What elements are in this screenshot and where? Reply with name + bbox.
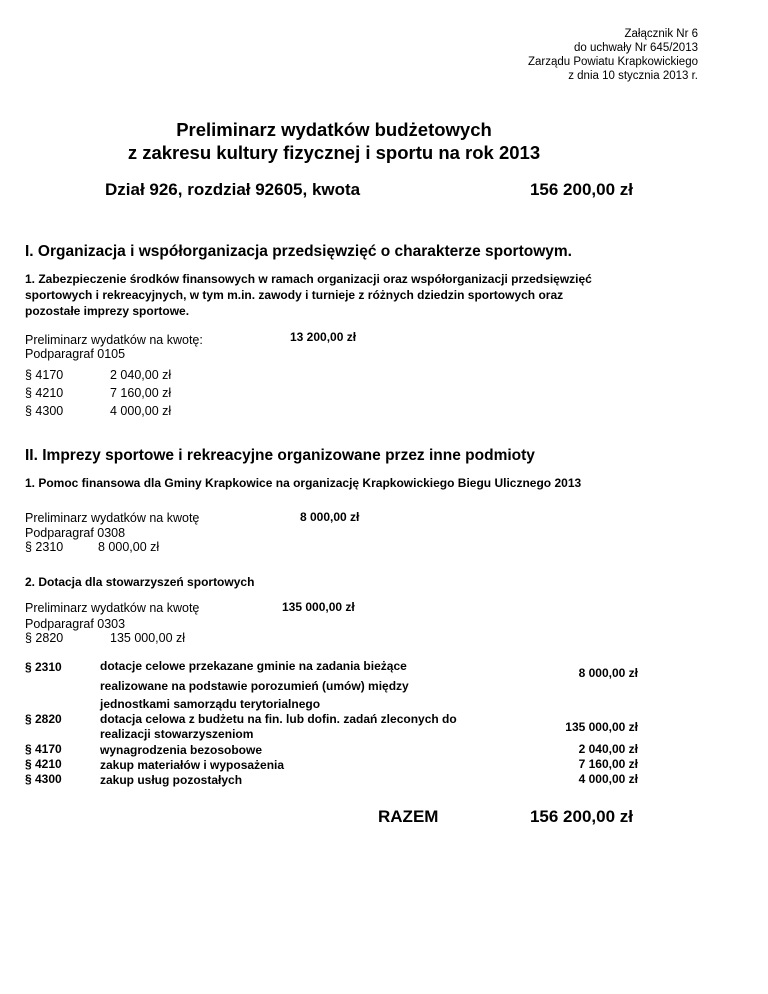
recap-description: dotacja celowa z budżetu na fin. lub dofin. zadań zleconych do [100, 712, 457, 726]
recap-description: jednostkami samorządu terytorialnego [100, 697, 321, 711]
section-1-row-code: § 4170 [25, 368, 64, 382]
recap-description: realizacji stowarzyszeniom [100, 727, 254, 741]
section-1-heading: I. Organizacja i współorganizacja przedsięwzięć o charakterze sportowym. [25, 243, 572, 260]
recap-code: § 4300 [25, 772, 62, 786]
section-2-item-2-code-amount: 135 000,00 zł [110, 631, 186, 645]
section-1-item-text-line3: pozostałe imprezy sportowe. [25, 304, 190, 318]
total-label: RAZEM [378, 807, 439, 826]
section-2-item-2-prelim-label: Preliminarz wydatków na kwotę [25, 601, 200, 615]
section-1-item-text-line2: sportowych i rekreacyjnych, w tym m.in. zawody i turnieje z różnych dziedzin sportowych oraz [25, 288, 564, 302]
section-1-subparagraph: Podparagraf 0105 [25, 347, 126, 361]
resolution-number: do uchwały Nr 645/2013 [573, 42, 698, 54]
section-2-item-1-subparagraph: Podparagraf 0308 [25, 526, 126, 540]
recap-description: zakup materiałów i wyposażenia [100, 758, 285, 772]
section-2-item-2-subparagraph: Podparagraf 0303 [25, 617, 126, 631]
issuing-board: Zarządu Powiatu Krapkowickiego [527, 56, 698, 68]
section-1-row-amount: 2 040,00 zł [110, 368, 172, 382]
recap-amount: 2 040,00 zł [578, 742, 638, 756]
section-2-item-1-code-amount: 8 000,00 zł [98, 540, 160, 554]
section-2-heading: II. Imprezy sportowe i rekreacyjne organizowane przez inne podmioty [25, 447, 535, 464]
recap-amount: 8 000,00 zł [578, 666, 638, 680]
section-2-item-2-code: § 2820 [25, 631, 64, 645]
recap-amount: 135 000,00 zł [565, 720, 638, 734]
recap-code: § 2820 [25, 712, 62, 726]
section-2-item-1-code: § 2310 [25, 540, 64, 554]
section-1-prelim-amount: 13 200,00 zł [290, 330, 357, 344]
resolution-date: z dnia 10 stycznia 2013 r. [568, 70, 698, 82]
recap-code: § 2310 [25, 660, 62, 674]
recap-amount: 4 000,00 zł [578, 772, 638, 786]
section-2-item-2-title: 2. Dotacja dla stowarzyszeń sportowych [25, 575, 255, 589]
section-1-prelim-label: Preliminarz wydatków na kwotę: [25, 333, 203, 347]
recap-code: § 4210 [25, 757, 62, 771]
section-1-row-amount: 4 000,00 zł [110, 404, 172, 418]
section-2-item-2-prelim-amount: 135 000,00 zł [282, 600, 355, 614]
attachment-number: Załącznik Nr 6 [624, 28, 698, 40]
budget-section-amount: 156 200,00 zł [529, 180, 633, 199]
recap-amount: 7 160,00 zł [578, 757, 638, 771]
recap-description: wynagrodzenia bezosobowe [100, 743, 263, 757]
budget-section-label: Dział 926, rozdział 92605, kwota [105, 180, 361, 199]
recap-description: zakup usług pozostałych [100, 773, 243, 787]
section-1-item-text-line1: 1. Zabezpieczenie środków finansowych w ramach organizacji oraz współorganizacji przedsięwzięć [25, 272, 592, 286]
section-2-item-1-prelim-amount: 8 000,00 zł [300, 510, 360, 524]
document-title-line2: z zakresu kultury fizycznej i sportu na rok 2013 [127, 142, 541, 163]
section-2-item-1-title: 1. Pomoc finansowa dla Gminy Krapkowice na organizację Krapkowickiego Biegu Ulicznego 2013 [25, 476, 582, 490]
total-amount: 156 200,00 zł [529, 807, 633, 826]
recap-description: realizowane na podstawie porozumień (umów) między [100, 679, 409, 693]
section-2-item-1-prelim-label: Preliminarz wydatków na kwotę [25, 511, 200, 525]
section-1-row-amount: 7 160,00 zł [110, 386, 172, 400]
section-1-row-code: § 4210 [25, 386, 64, 400]
section-1-row-code: § 4300 [25, 404, 64, 418]
document-title-line1: Preliminarz wydatków budżetowych [176, 119, 492, 140]
recap-description: dotacje celowe przekazane gminie na zadania bieżące [100, 659, 407, 673]
recap-code: § 4170 [25, 742, 62, 756]
